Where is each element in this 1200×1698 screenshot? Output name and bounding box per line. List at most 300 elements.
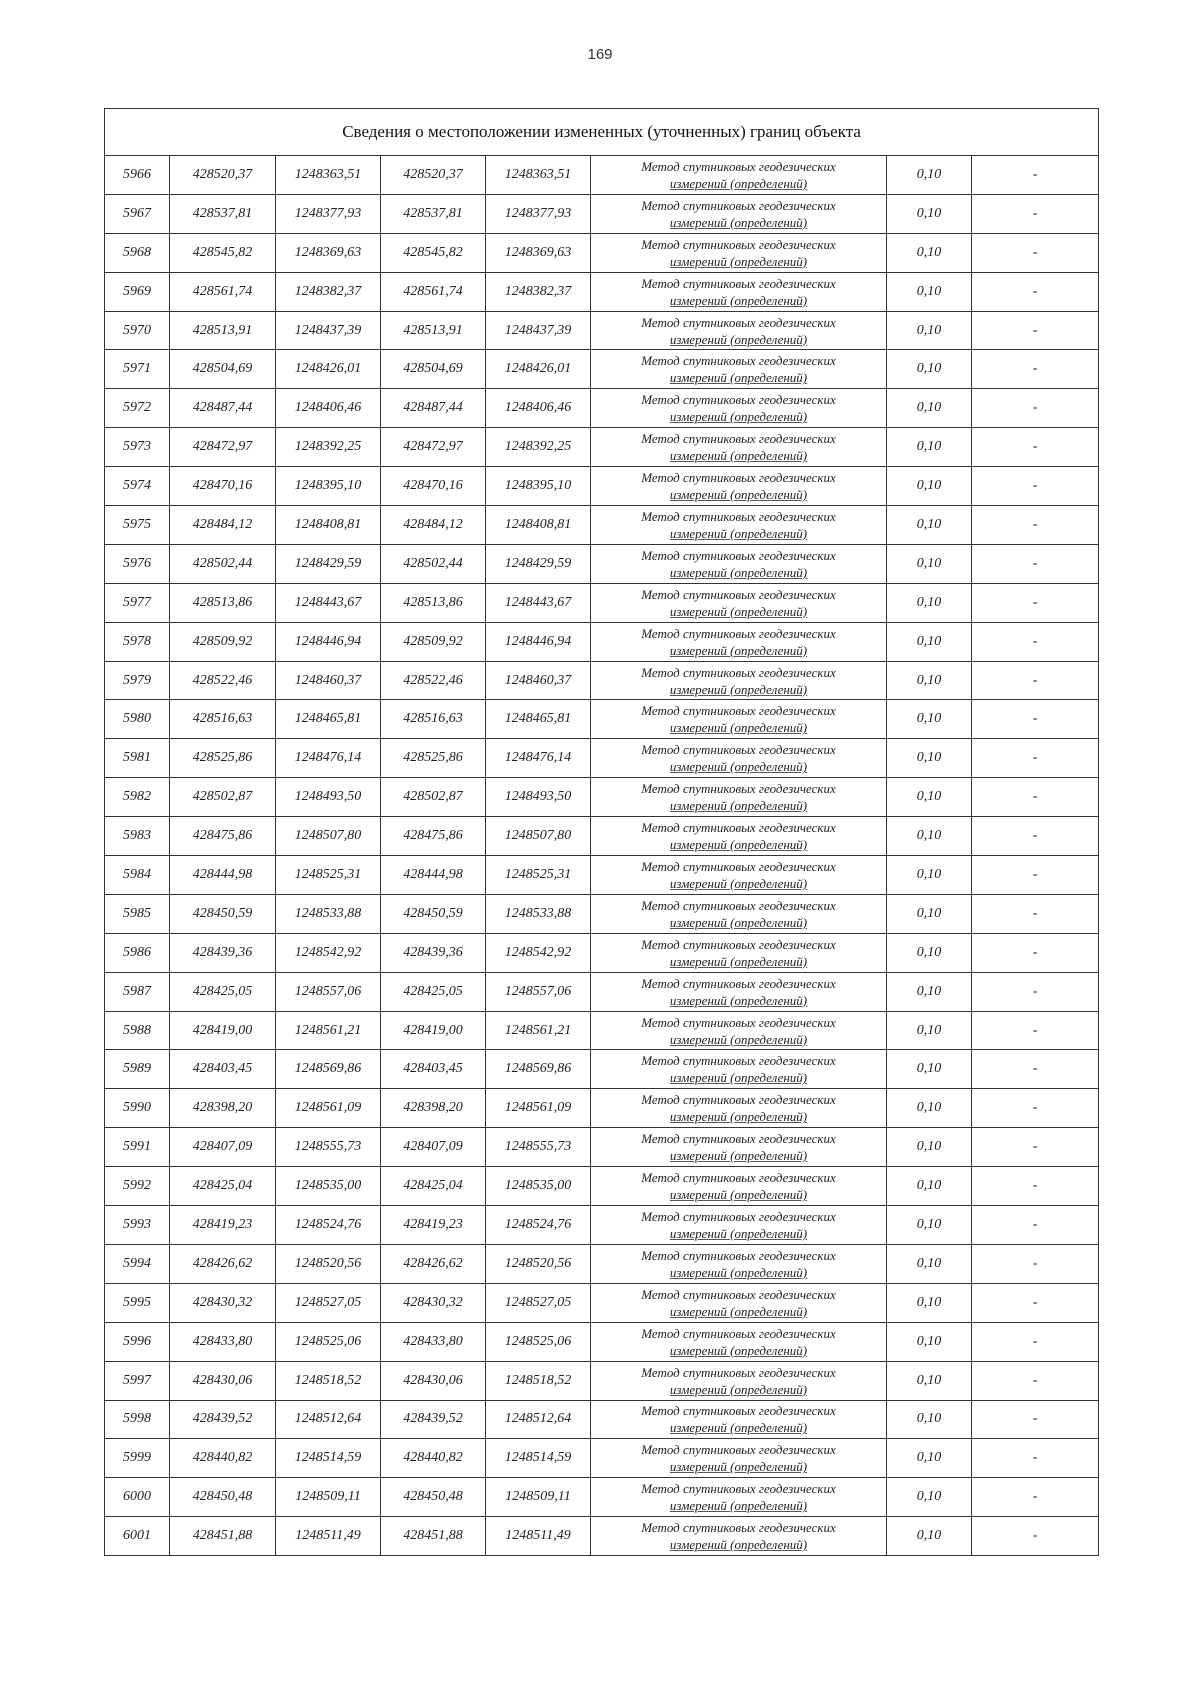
accuracy-cell: 0,10 [887,1244,972,1283]
accuracy-cell: 0,10 [887,1167,972,1206]
method-cell [591,1050,887,1089]
point-number-cell: 5973 [105,428,170,467]
method-line-2: измерений (определений) [669,992,808,1008]
method-line-2: измерений (определений) [669,1498,808,1514]
accuracy-cell: 0,10 [887,506,972,545]
x-old-cell: 428504,69 [170,350,276,389]
method-line-1: Метод спутниковых геодезических [641,1520,836,1536]
method-line-1: Метод спутниковых геодезических [641,897,836,913]
method-cell [591,622,887,661]
y-old-cell: 1248460,37 [276,661,381,700]
method-cell [591,894,887,933]
y-new-cell: 1248395,10 [486,467,591,506]
method-line-1: Метод спутниковых геодезических [641,936,836,952]
description-cell: - [972,1244,1099,1283]
description-cell: - [972,1128,1099,1167]
point-number-cell: 5975 [105,506,170,545]
description-cell: - [972,1089,1099,1128]
point-number-cell: 5981 [105,739,170,778]
accuracy-cell: 0,10 [887,272,972,311]
point-number-cell: 5997 [105,1361,170,1400]
x-old-cell: 428502,44 [170,544,276,583]
description-cell: - [972,1478,1099,1517]
y-old-cell: 1248557,06 [276,972,381,1011]
y-new-cell: 1248446,94 [486,622,591,661]
x-old-cell: 428426,62 [170,1244,276,1283]
method-line-1: Метод спутниковых геодезических [641,1092,836,1108]
y-new-cell: 1248525,31 [486,856,591,895]
method-cell [591,1322,887,1361]
point-number-cell: 5970 [105,311,170,350]
table-row [105,311,1099,350]
y-old-cell: 1248382,37 [276,272,381,311]
table-row [105,506,1099,545]
description-cell: - [972,700,1099,739]
y-old-cell: 1248443,67 [276,583,381,622]
point-number-cell: 5999 [105,1439,170,1478]
method-line-1: Метод спутниковых геодезических [641,1481,836,1497]
table-row [105,1011,1099,1050]
method-cell [591,661,887,700]
x-new-cell: 428444,98 [381,856,486,895]
x-new-cell: 428502,87 [381,778,486,817]
method-line-2: измерений (определений) [669,1420,808,1436]
accuracy-cell: 0,10 [887,1283,972,1322]
description-cell: - [972,272,1099,311]
y-old-cell: 1248406,46 [276,389,381,428]
description-cell: - [972,1050,1099,1089]
point-number-cell: 5966 [105,156,170,195]
method-line-1: Метод спутниковых геодезических [641,1364,836,1380]
accuracy-cell: 0,10 [887,972,972,1011]
y-new-cell: 1248555,73 [486,1128,591,1167]
accuracy-cell: 0,10 [887,700,972,739]
x-old-cell: 428425,05 [170,972,276,1011]
method-line-2: измерений (определений) [669,214,808,230]
method-line-2: измерений (определений) [669,1303,808,1319]
method-line-2: измерений (определений) [669,525,808,541]
table-row [105,1128,1099,1167]
method-cell [591,1167,887,1206]
x-old-cell: 428425,04 [170,1167,276,1206]
method-cell [591,1517,887,1556]
method-line-1: Метод спутниковых геодезических [641,508,836,524]
y-new-cell: 1248392,25 [486,428,591,467]
method-line-2: измерений (определений) [669,175,808,191]
point-number-cell: 5985 [105,894,170,933]
point-number-cell: 5987 [105,972,170,1011]
y-old-cell: 1248569,86 [276,1050,381,1089]
y-old-cell: 1248511,49 [276,1517,381,1556]
y-old-cell: 1248520,56 [276,1244,381,1283]
method-line-2: измерений (определений) [669,1225,808,1241]
method-line-1: Метод спутниковых геодезических [641,742,836,758]
method-line-2: измерений (определений) [669,1264,808,1280]
x-old-cell: 428444,98 [170,856,276,895]
method-cell [591,1128,887,1167]
y-new-cell: 1248511,49 [486,1517,591,1556]
method-line-1: Метод спутниковых геодезических [641,470,836,486]
method-line-1: Метод спутниковых геодезических [641,1170,836,1186]
method-line-1: Метод спутниковых геодезических [641,547,836,563]
accuracy-cell: 0,10 [887,1439,972,1478]
y-new-cell: 1248443,67 [486,583,591,622]
table-row [105,817,1099,856]
description-cell: - [972,933,1099,972]
x-old-cell: 428472,97 [170,428,276,467]
point-number-cell: 5984 [105,856,170,895]
y-old-cell: 1248561,09 [276,1089,381,1128]
y-new-cell: 1248514,59 [486,1439,591,1478]
description-cell: - [972,233,1099,272]
point-number-cell: 5994 [105,1244,170,1283]
accuracy-cell: 0,10 [887,194,972,233]
x-new-cell: 428509,92 [381,622,486,661]
y-old-cell: 1248527,05 [276,1283,381,1322]
y-old-cell: 1248369,63 [276,233,381,272]
method-line-2: измерений (определений) [669,1537,808,1553]
x-new-cell: 428403,45 [381,1050,486,1089]
method-cell [591,778,887,817]
table-row [105,1050,1099,1089]
x-new-cell: 428425,05 [381,972,486,1011]
y-old-cell: 1248535,00 [276,1167,381,1206]
description-cell: - [972,894,1099,933]
y-new-cell: 1248460,37 [486,661,591,700]
y-new-cell: 1248363,51 [486,156,591,195]
y-new-cell: 1248476,14 [486,739,591,778]
method-line-2: измерений (определений) [669,253,808,269]
method-line-2: измерений (определений) [669,914,808,930]
x-old-cell: 428470,16 [170,467,276,506]
method-cell [591,156,887,195]
x-old-cell: 428513,91 [170,311,276,350]
y-old-cell: 1248493,50 [276,778,381,817]
y-new-cell: 1248561,21 [486,1011,591,1050]
table-row [105,1361,1099,1400]
y-new-cell: 1248524,76 [486,1206,591,1245]
table-row [105,428,1099,467]
method-line-1: Метод спутниковых геодезических [641,703,836,719]
method-line-1: Метод спутниковых геодезических [641,1208,836,1224]
point-number-cell: 5990 [105,1089,170,1128]
method-line-2: измерений (определений) [669,1381,808,1397]
point-number-cell: 5992 [105,1167,170,1206]
point-number-cell: 5974 [105,467,170,506]
x-old-cell: 428520,37 [170,156,276,195]
y-new-cell: 1248520,56 [486,1244,591,1283]
x-new-cell: 428525,86 [381,739,486,778]
method-cell [591,544,887,583]
point-number-cell: 5969 [105,272,170,311]
table-row [105,194,1099,233]
method-cell [591,389,887,428]
accuracy-cell: 0,10 [887,350,972,389]
method-line-1: Метод спутниковых геодезических [641,275,836,291]
method-line-2: измерений (определений) [669,681,808,697]
description-cell: - [972,739,1099,778]
x-old-cell: 428509,92 [170,622,276,661]
method-cell [591,233,887,272]
x-new-cell: 428502,44 [381,544,486,583]
x-new-cell: 428520,37 [381,156,486,195]
method-line-1: Метод спутниковых геодезических [641,392,836,408]
x-old-cell: 428433,80 [170,1322,276,1361]
method-line-2: измерений (определений) [669,564,808,580]
x-new-cell: 428472,97 [381,428,486,467]
point-number-cell: 5996 [105,1322,170,1361]
method-line-2: измерений (определений) [669,603,808,619]
description-cell: - [972,622,1099,661]
method-cell [591,933,887,972]
y-new-cell: 1248557,06 [486,972,591,1011]
method-line-1: Метод спутниковых геодезических [641,664,836,680]
description-cell: - [972,856,1099,895]
x-new-cell: 428516,63 [381,700,486,739]
table-row [105,272,1099,311]
method-cell [591,972,887,1011]
y-old-cell: 1248377,93 [276,194,381,233]
y-old-cell: 1248525,06 [276,1322,381,1361]
method-line-2: измерений (определений) [669,448,808,464]
description-cell: - [972,428,1099,467]
method-line-1: Метод спутниковых геодезических [641,314,836,330]
method-line-1: Метод спутниковых геодезических [641,586,836,602]
accuracy-cell: 0,10 [887,428,972,467]
description-cell: - [972,1439,1099,1478]
x-old-cell: 428450,59 [170,894,276,933]
description-cell: - [972,544,1099,583]
table-row [105,544,1099,583]
x-new-cell: 428451,88 [381,1517,486,1556]
y-old-cell: 1248542,92 [276,933,381,972]
x-old-cell: 428403,45 [170,1050,276,1089]
x-new-cell: 428504,69 [381,350,486,389]
y-old-cell: 1248514,59 [276,1439,381,1478]
accuracy-cell: 0,10 [887,1011,972,1050]
x-old-cell: 428487,44 [170,389,276,428]
y-new-cell: 1248465,81 [486,700,591,739]
table-row [105,1322,1099,1361]
table-row [105,778,1099,817]
method-cell [591,428,887,467]
accuracy-cell: 0,10 [887,778,972,817]
x-old-cell: 428450,48 [170,1478,276,1517]
method-cell [591,272,887,311]
method-cell [591,1439,887,1478]
x-new-cell: 428475,86 [381,817,486,856]
description-cell: - [972,1400,1099,1439]
point-number-cell: 5983 [105,817,170,856]
method-cell [591,1011,887,1050]
x-new-cell: 428407,09 [381,1128,486,1167]
method-line-2: измерений (определений) [669,720,808,736]
method-cell [591,583,887,622]
accuracy-cell: 0,10 [887,1517,972,1556]
accuracy-cell: 0,10 [887,817,972,856]
table-row [105,467,1099,506]
description-cell: - [972,1361,1099,1400]
table-row [105,233,1099,272]
method-line-1: Метод спутниковых геодезических [641,1131,836,1147]
method-line-1: Метод спутниковых геодезических [641,236,836,252]
x-new-cell: 428513,91 [381,311,486,350]
method-cell [591,467,887,506]
y-old-cell: 1248446,94 [276,622,381,661]
x-old-cell: 428419,23 [170,1206,276,1245]
method-line-2: измерений (определений) [669,1459,808,1475]
method-line-1: Метод спутниковых геодезических [641,1247,836,1263]
x-new-cell: 428513,86 [381,583,486,622]
y-new-cell: 1248426,01 [486,350,591,389]
method-line-2: измерений (определений) [669,642,808,658]
table-row [105,1206,1099,1245]
accuracy-cell: 0,10 [887,1400,972,1439]
accuracy-cell: 0,10 [887,1128,972,1167]
y-new-cell: 1248525,06 [486,1322,591,1361]
y-old-cell: 1248518,52 [276,1361,381,1400]
method-line-2: измерений (определений) [669,759,808,775]
table-row [105,972,1099,1011]
x-new-cell: 428440,82 [381,1439,486,1478]
y-old-cell: 1248561,21 [276,1011,381,1050]
description-cell: - [972,311,1099,350]
point-number-cell: 5979 [105,661,170,700]
method-cell [591,1244,887,1283]
y-old-cell: 1248429,59 [276,544,381,583]
method-line-2: измерений (определений) [669,798,808,814]
point-number-cell: 5998 [105,1400,170,1439]
table-row [105,739,1099,778]
point-number-cell: 5988 [105,1011,170,1050]
y-new-cell: 1248561,09 [486,1089,591,1128]
x-old-cell: 428398,20 [170,1089,276,1128]
y-new-cell: 1248509,11 [486,1478,591,1517]
y-new-cell: 1248408,81 [486,506,591,545]
accuracy-cell: 0,10 [887,1322,972,1361]
accuracy-cell: 0,10 [887,156,972,195]
x-old-cell: 428537,81 [170,194,276,233]
point-number-cell: 5986 [105,933,170,972]
method-line-1: Метод спутниковых геодезических [641,1053,836,1069]
point-number-cell: 5980 [105,700,170,739]
table-row [105,1167,1099,1206]
x-old-cell: 428484,12 [170,506,276,545]
accuracy-cell: 0,10 [887,233,972,272]
table-row [105,933,1099,972]
accuracy-cell: 0,10 [887,544,972,583]
accuracy-cell: 0,10 [887,739,972,778]
y-new-cell: 1248382,37 [486,272,591,311]
table-row [105,661,1099,700]
x-old-cell: 428522,46 [170,661,276,700]
method-line-2: измерений (определений) [669,487,808,503]
description-cell: - [972,156,1099,195]
point-number-cell: 5995 [105,1283,170,1322]
y-new-cell: 1248535,00 [486,1167,591,1206]
x-old-cell: 428407,09 [170,1128,276,1167]
method-cell [591,700,887,739]
table-row [105,622,1099,661]
y-new-cell: 1248369,63 [486,233,591,272]
y-old-cell: 1248363,51 [276,156,381,195]
description-cell: - [972,1206,1099,1245]
method-line-1: Метод спутниковых геодезических [641,820,836,836]
method-line-1: Метод спутниковых геодезических [641,431,836,447]
y-new-cell: 1248527,05 [486,1283,591,1322]
x-old-cell: 428451,88 [170,1517,276,1556]
description-cell: - [972,1283,1099,1322]
accuracy-cell: 0,10 [887,1206,972,1245]
method-cell [591,311,887,350]
x-old-cell: 428440,82 [170,1439,276,1478]
point-number-cell: 5993 [105,1206,170,1245]
x-new-cell: 428419,23 [381,1206,486,1245]
accuracy-cell: 0,10 [887,933,972,972]
y-new-cell: 1248507,80 [486,817,591,856]
point-number-cell: 5976 [105,544,170,583]
y-old-cell: 1248392,25 [276,428,381,467]
table-row [105,156,1099,195]
method-line-1: Метод спутниковых геодезических [641,625,836,641]
description-cell: - [972,506,1099,545]
method-line-2: измерений (определений) [669,953,808,969]
y-old-cell: 1248395,10 [276,467,381,506]
point-number-cell: 5971 [105,350,170,389]
accuracy-cell: 0,10 [887,467,972,506]
method-line-1: Метод спутниковых геодезических [641,781,836,797]
description-cell: - [972,389,1099,428]
description-cell: - [972,1011,1099,1050]
method-cell [591,1089,887,1128]
point-number-cell: 5977 [105,583,170,622]
y-new-cell: 1248533,88 [486,894,591,933]
x-new-cell: 428561,74 [381,272,486,311]
method-line-1: Метод спутниковых геодезических [641,1325,836,1341]
x-old-cell: 428502,87 [170,778,276,817]
x-old-cell: 428513,86 [170,583,276,622]
method-cell [591,194,887,233]
method-cell [591,350,887,389]
table-row [105,1244,1099,1283]
y-old-cell: 1248509,11 [276,1478,381,1517]
y-old-cell: 1248525,31 [276,856,381,895]
method-cell [591,856,887,895]
accuracy-cell: 0,10 [887,1478,972,1517]
table-row [105,389,1099,428]
x-old-cell: 428516,63 [170,700,276,739]
y-new-cell: 1248406,46 [486,389,591,428]
description-cell: - [972,778,1099,817]
method-line-1: Метод спутниковых геодезических [641,1442,836,1458]
x-new-cell: 428487,44 [381,389,486,428]
method-cell [591,739,887,778]
point-number-cell: 6000 [105,1478,170,1517]
method-cell [591,1206,887,1245]
table-body [105,109,1099,1556]
method-cell [591,1400,887,1439]
table-row [105,1283,1099,1322]
method-line-2: измерений (определений) [669,1148,808,1164]
x-old-cell: 428525,86 [170,739,276,778]
method-line-1: Метод спутниковых геодезических [641,353,836,369]
method-line-1: Метод спутниковых геодезических [641,858,836,874]
table-row [105,856,1099,895]
coordinates-table [104,108,1099,1556]
x-new-cell: 428433,80 [381,1322,486,1361]
accuracy-cell: 0,10 [887,1089,972,1128]
table-row [105,1400,1099,1439]
